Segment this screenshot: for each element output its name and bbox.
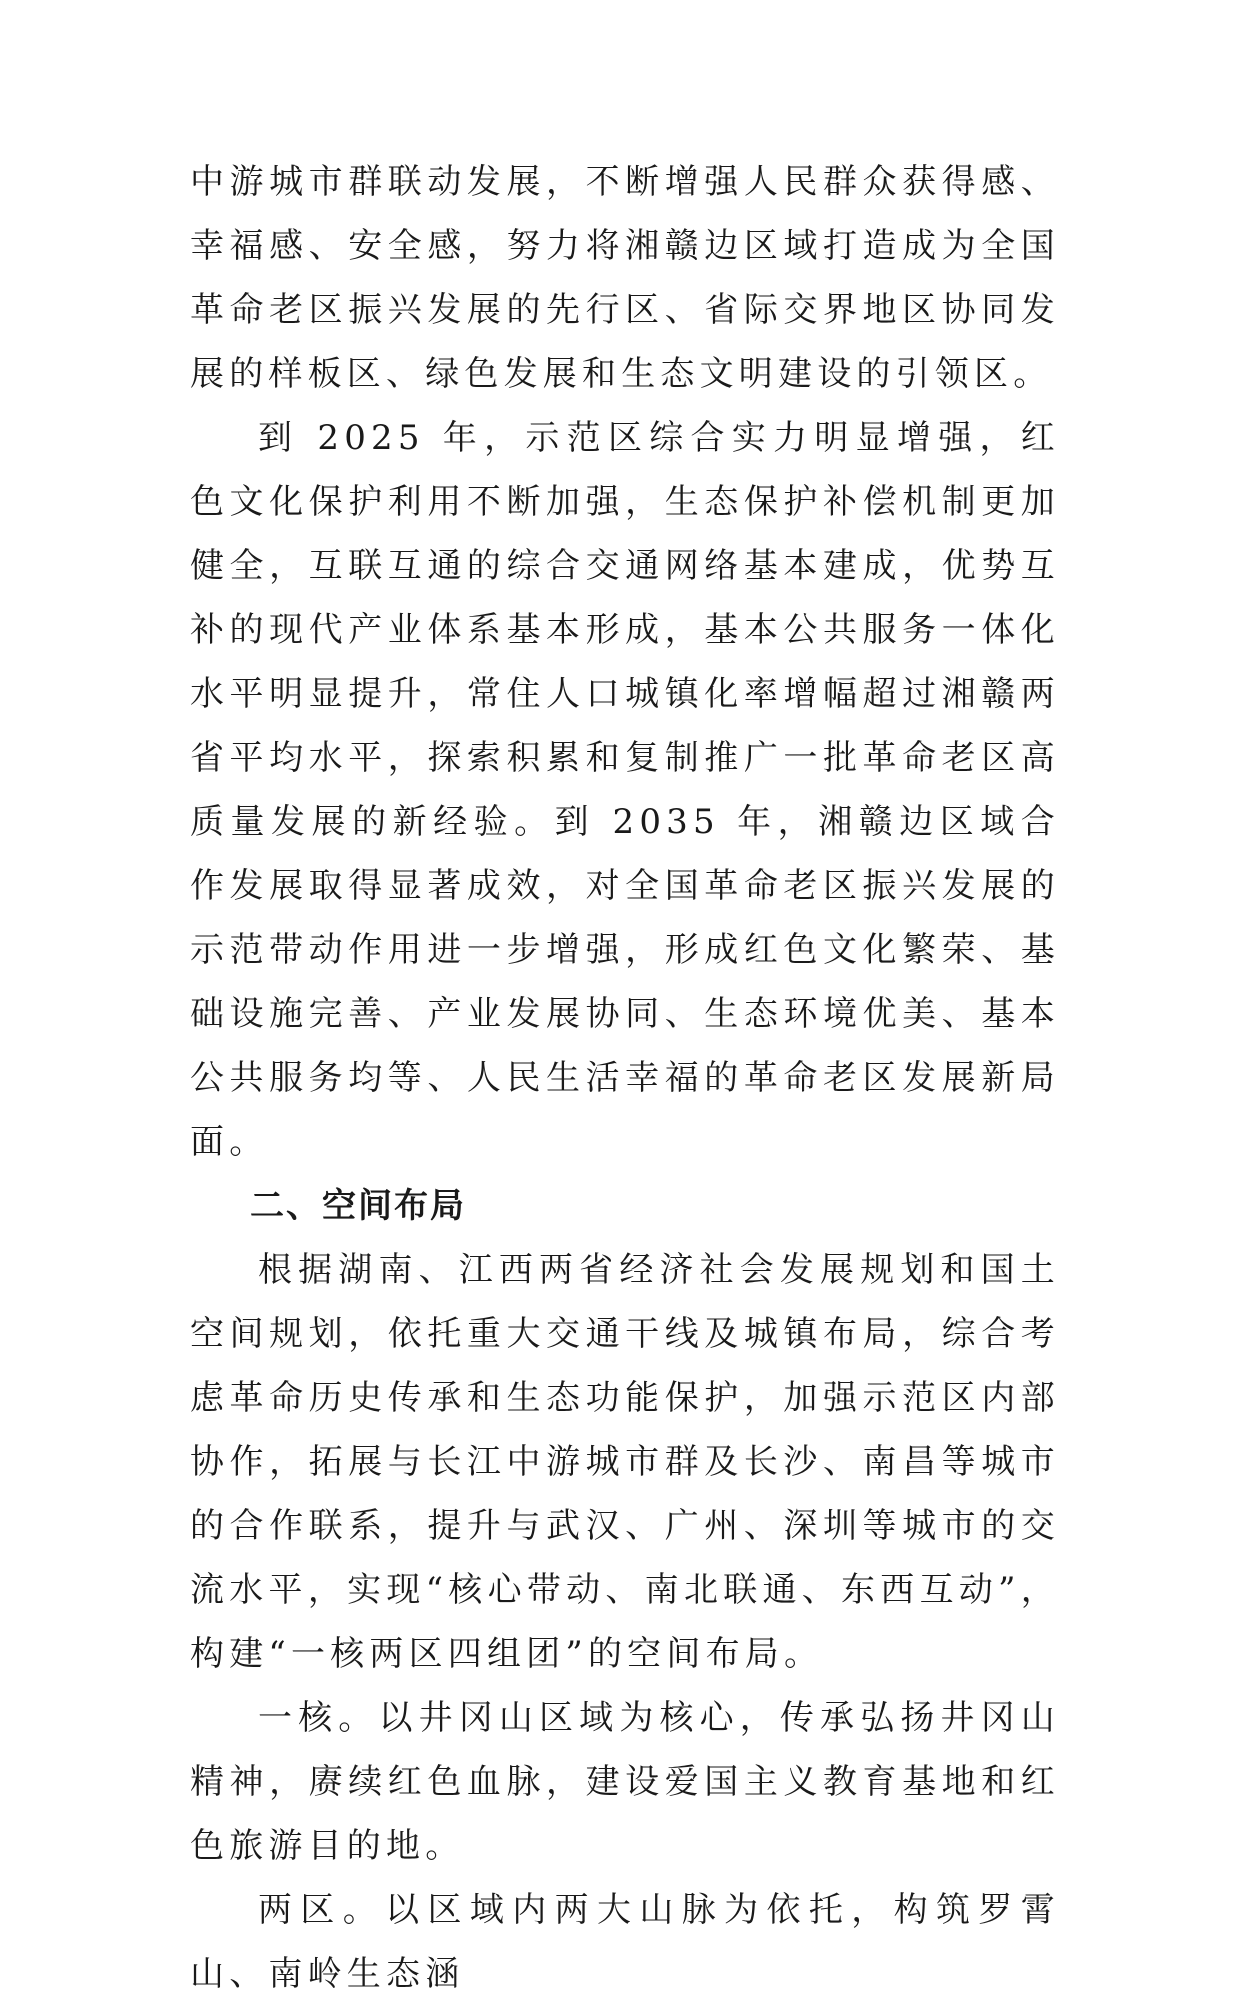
paragraph-spatial-layout: 根据湖南、江西两省经济社会发展规划和国土空间规划，依托重大交通干线及城镇布局，综合考虑革命历史传承和生态功能保护，加强示范区内部协作，拓展与长江中游城市群及长沙、南昌等城市的合作联系，提升与武汉、广州、深圳等城市的交流水平，实现“核心带动、南北联通、东西互动”，构建“一核两区四组团”的空间布局。 xyxy=(190,1250,1060,1674)
section-heading-spatial-layout: 二、空间布局 xyxy=(250,1186,466,1226)
paragraph-one-core: 一核。以井冈山区域为核心，传承弘扬井冈山精神，赓续红色血脉，建设爱国主义教育基地和红色旅游目的地。 xyxy=(190,1698,1060,1866)
paragraph-targets-2025-2035: 到 2025 年，示范区综合实力明显增强，红色文化保护利用不断加强，生态保护补偿机制更加健全，互联互通的综合交通网络基本建成，优势互补的现代产业体系基本形成，基本公共服务一体化水平明显提升，常住人口城镇化率增幅超过湘赣两省平均水平，探索积累和复制推广一批革命老区高质量发展的新经验。到 2035 年，湘赣边区域合作发展取得显著成效，对全国革命老区振兴发展的示范带动作用进一步增强，形成红色文化繁荣、基础设施完善、产业发展协同、生态环境优美、基本公共服务均等、人民生活幸福的革命老区发展新局面。 xyxy=(190,418,1060,1162)
document-body xyxy=(190,150,1060,2006)
paragraph-two-zones: 两区。以区域内两大山脉为依托，构筑罗霄山、南岭生态涵 xyxy=(190,1890,1060,1994)
paragraph-goals-continued: 中游城市群联动发展，不断增强人民群众获得感、幸福感、安全感，努力将湘赣边区域打造成为全国革命老区振兴发展的先行区、省际交界地区协同发展的样板区、绿色发展和生态文明建设的引领区。 xyxy=(190,162,1060,394)
